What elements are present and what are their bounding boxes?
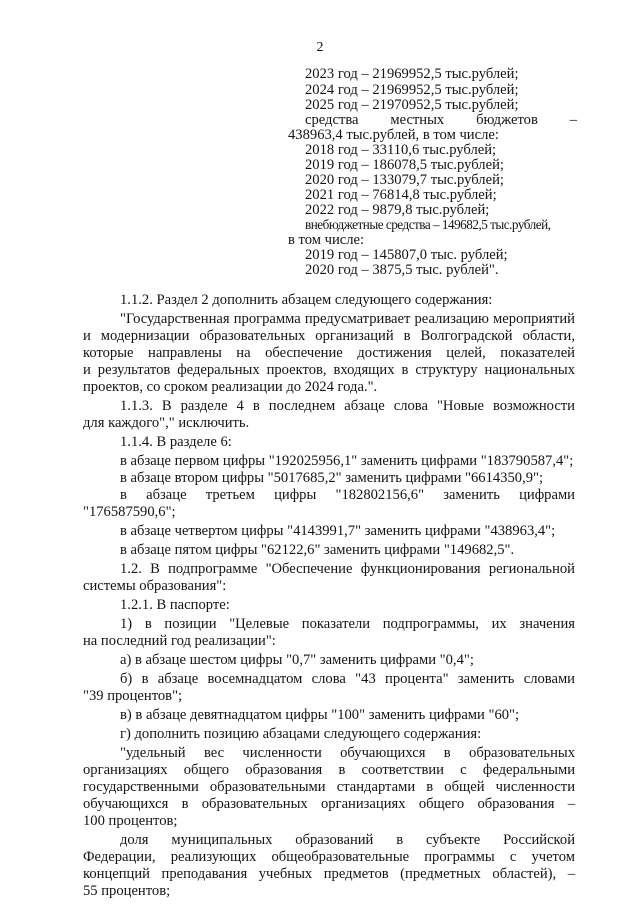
top-line: 2023 год – 21969952,5 тыс.рублей; [305,66,519,82]
body-line: 1.2.1. В паспорте: [120,597,230,613]
body-line: которые направлены на обеспечение достижения целей, показателей [83,345,575,361]
body-line: в абзаце пятом цифры "62122,6" заменить цифрами "149682,5". [120,542,515,558]
body-line: 1.1.4. В разделе 6: [120,434,232,450]
body-line: проектов, со сроком реализации до 2024 года.". [83,379,378,395]
top-line: 438963,4 тыс.рублей, в том числе: [288,127,499,143]
body-line: в абзаце втором цифры "5017685,2" заменить цифрами "6614350,9"; [120,470,544,486]
top-line: 2019 год – 145807,0 тыс. рублей; [305,247,508,263]
top-line: внебюджетные средства – 149682,5 тыс.рублей, [305,217,551,232]
body-line: организациях общего образования в соответствии с федеральными [83,762,575,778]
body-line: а) в абзаце шестом цифры "0,7" заменить цифрами "0,4"; [120,652,474,668]
top-line: 2019 год – 186078,5 тыс.рублей; [305,157,504,173]
body-line: в абзаце первом цифры "192025956,1" заменить цифрами "183790587,4"; [120,453,574,469]
body-line: 1.1.3. В разделе 4 в последнем абзаце слова "Новые возможности [120,398,575,414]
body-line: для каждого"," исключить. [83,415,250,431]
body-line: "176587590,6"; [83,504,176,520]
body-line: системы образования": [83,578,227,594]
body-line: в) в абзаце девятнадцатом цифры "100" заменить цифрами "60"; [120,707,520,723]
top-line: 2018 год – 33110,6 тыс.рублей; [305,142,497,158]
body-line: 100 процентов; [83,813,178,829]
body-line: и модернизации образовательных организаций в Волгоградской области, [83,328,575,344]
body-line: 55 процентов; [83,883,171,899]
top-line: 2021 год – 76814,8 тыс.рублей; [305,187,497,203]
body-line: государственными образовательными стандартами в общей численности [83,779,575,795]
top-line: 2025 год – 21970952,5 тыс.рублей; [305,97,519,113]
body-line: 1) в позиции "Целевые показатели подпрограммы, их значения [120,616,575,632]
page-number: 2 [316,40,324,55]
body-line: "39 процентов"; [83,688,183,704]
body-line: Федерации, реализующих общеобразовательные программы с учетом [83,849,575,865]
body-line: 1.2. В подпрограмме "Обеспечение функционирования региональной [120,561,575,577]
body-line: в абзаце четвертом цифры "4143991,7" заменить цифрами "438963,4"; [120,523,556,539]
body-line: г) дополнить позицию абзацами следующего содержания: [120,726,482,742]
body-line: концепций преподавания учебных предметов (предметных областей), – [83,866,575,882]
body-line: на последний год реализации": [83,633,276,649]
body-line: "удельный вес численности обучающихся в образовательных [120,745,575,761]
body-line: доля муниципальных образований в субъекте Российской [120,832,575,848]
body-line: "Государственная программа предусматривает реализацию мероприятий [120,311,575,327]
top-line: 2020 год – 3875,5 тыс. рублей". [305,262,499,278]
body-line: в абзаце третьем цифры "182802156,6" заменить цифрами [120,487,575,503]
top-line: средства местных бюджетов – [305,112,577,128]
top-line: 2022 год – 9879,8 тыс.рублей; [305,202,490,218]
body-line: б) в абзаце восемнадцатом слова "43 процента" заменить словами [120,671,575,687]
top-line: 2024 год – 21969952,5 тыс.рублей; [305,82,519,98]
body-line: обучающихся в образовательных организациях общего образования – [83,796,575,812]
top-line: 2020 год – 133079,7 тыс.рублей; [305,172,504,188]
top-line: в том числе: [288,232,365,248]
body-line: и результатов федеральных проектов, входящих в структуру национальных [83,362,575,378]
body-line: 1.1.2. Раздел 2 дополнить абзацем следующего содержания: [120,292,493,308]
